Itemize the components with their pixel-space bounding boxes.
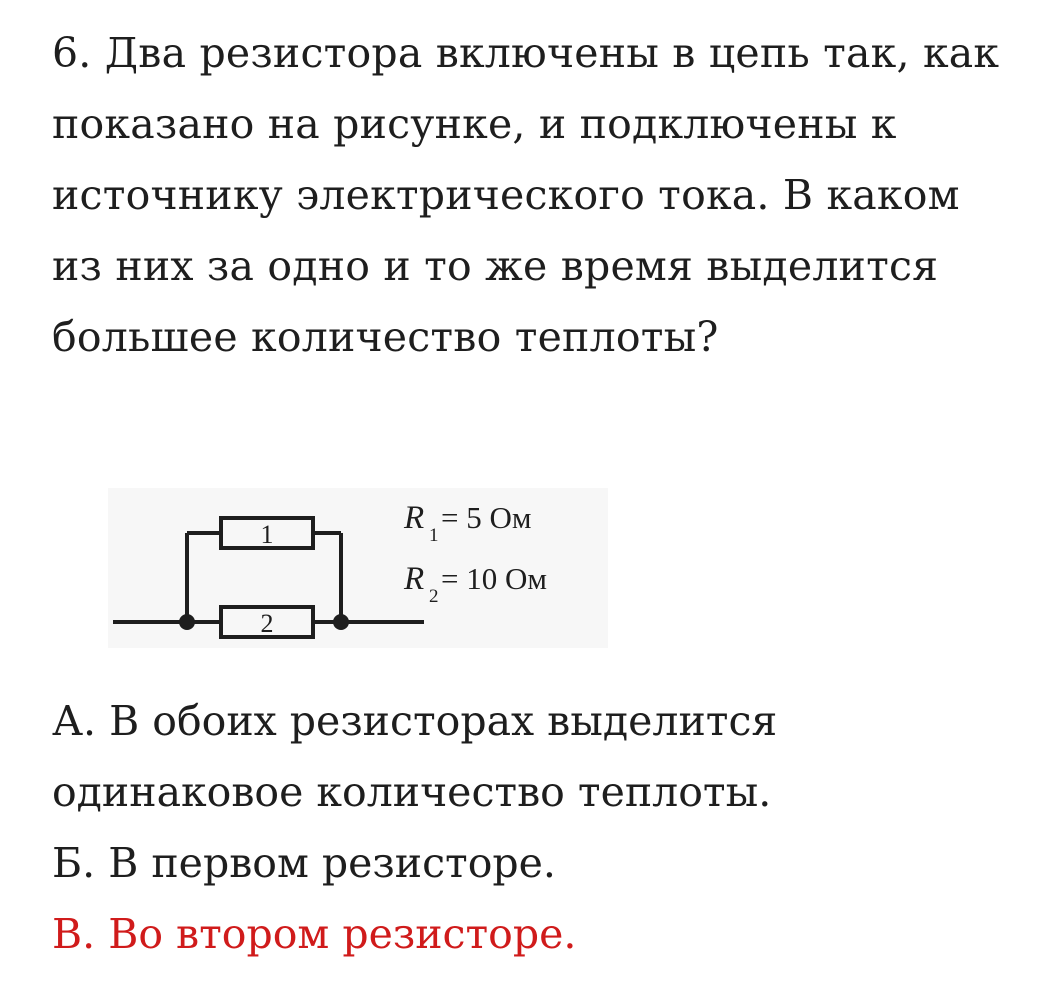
circuit-svg: [108, 488, 608, 648]
r1-subscript: 1: [429, 525, 439, 546]
question-line: источнику электрического тока. В каком: [52, 171, 960, 219]
resistor-2-label: 2: [260, 609, 274, 638]
junction-node-right: [333, 614, 349, 630]
answer-a-line-1: А. В обоих резисторах выделится: [52, 697, 778, 745]
answer-v-correct: В. Во втором резисторе.: [52, 910, 577, 958]
r2-symbol: R: [404, 561, 425, 597]
question-line: 6. Два резистора включены в цепь так, как: [52, 29, 1000, 77]
answer-a-line-2: одинаковое количество теплоты.: [52, 768, 772, 816]
r1-symbol: R: [404, 500, 425, 536]
junction-node-left: [179, 614, 195, 630]
question-line: из них за одно и то же время выделится: [52, 242, 939, 290]
answer-options: [52, 686, 1042, 970]
question-line: большее количество теплоты?: [52, 313, 719, 361]
r2-value: = 10 Ом: [441, 561, 547, 596]
r1-value: = 5 Ом: [441, 500, 532, 535]
question-line: показано на рисунке, и подключены к: [52, 100, 897, 148]
r2-subscript: 2: [429, 586, 439, 607]
circuit-diagram: [108, 488, 608, 648]
question-text: [52, 18, 1042, 373]
answer-b: Б. В первом резисторе.: [52, 839, 556, 887]
resistor-1-label: 1: [260, 520, 274, 549]
